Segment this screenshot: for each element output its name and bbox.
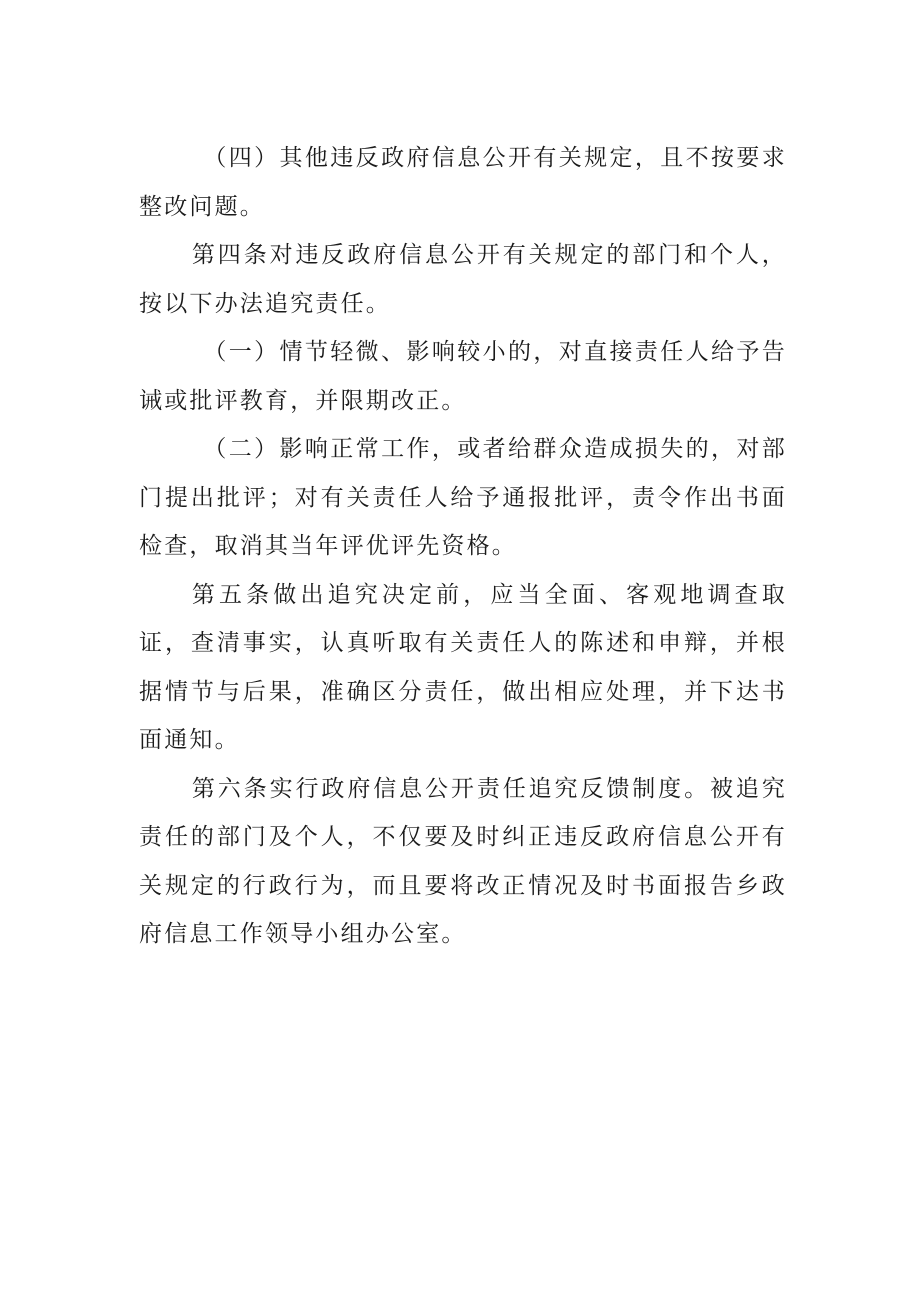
document-body (139, 134, 787, 959)
paragraph-item-two: （二）影响正常工作，或者给群众造成损失的，对部门提出批评；对有关责任人给予通报批评，责令作出书面检查，取消其当年评优评先资格。 (139, 436, 787, 559)
paragraph-item-four: （四）其他违反政府信息公开有关规定，且不按要求整改问题。 (139, 145, 787, 220)
paragraph-item-one: （一）情节轻微、影响较小的，对直接责任人给予告诫或批评教育，并限期改正。 (139, 339, 787, 414)
paragraph-article-four: 第四条对违反政府信息公开有关规定的部门和个人，按以下办法追究责任。 (139, 242, 787, 317)
paragraph-article-six: 第六条实行政府信息公开责任追究反馈制度。被追究责任的部门及个人，不仅要及时纠正违反政府信息公开有关规定的行政行为，而且要将改正情况及时书面报告乡政府信息工作领导小组办公室。 (139, 775, 787, 947)
paragraph-article-five: 第五条做出追究决定前，应当全面、客观地调查取证，查清事实，认真听取有关责任人的陈述和申辩，并根据情节与后果，准确区分责任，做出相应处理，并下达书面通知。 (139, 581, 787, 753)
